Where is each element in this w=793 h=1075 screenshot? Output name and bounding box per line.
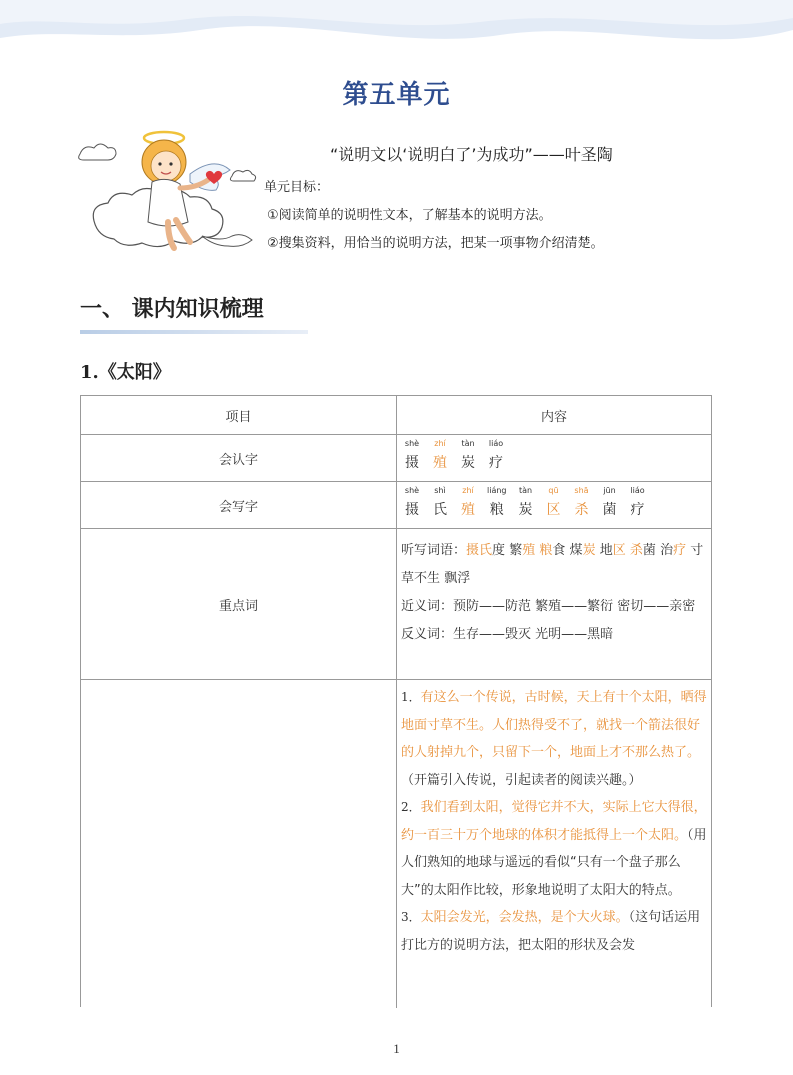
pinyin-text: shì bbox=[434, 486, 446, 495]
pinyin-char bbox=[601, 486, 619, 521]
unit-goal-item: ②搜集资料，用恰当的说明方法，把某一项事物介绍清楚。 bbox=[267, 236, 604, 251]
hanzi-text: 殖 bbox=[461, 502, 475, 518]
row-content bbox=[397, 435, 711, 481]
paragraph-original-text: 有这么一个传说，古时候，天上有十个太阳，晒得地面寸草不生。人们热得受不了，就找一个箭法很好的人射掉九个，只留下一个，地面上才不那么热了。 bbox=[401, 690, 707, 760]
table-column-divider bbox=[396, 396, 397, 1008]
hanzi-text: 炭 bbox=[518, 502, 533, 518]
hanzi-text: 殖 bbox=[433, 455, 447, 471]
pinyin-text: liáo bbox=[488, 439, 504, 448]
pinyin-char bbox=[517, 486, 535, 521]
pinyin-char bbox=[629, 486, 647, 521]
pinyin-char bbox=[545, 486, 563, 521]
dictation-word: 煤炭 bbox=[569, 543, 596, 558]
dictation-word: 寸草不生 bbox=[401, 543, 704, 586]
pinyin-char bbox=[487, 439, 505, 474]
pinyin-text: zhí bbox=[462, 486, 474, 495]
dictation-word: 繁殖 bbox=[509, 543, 536, 558]
paragraph-number: 2． bbox=[401, 800, 421, 814]
pinyin-char-list bbox=[403, 439, 515, 474]
dictation-label: 听写词语： bbox=[401, 543, 467, 558]
hanzi-text: 摄 bbox=[405, 455, 419, 471]
pinyin-text: jūn bbox=[603, 486, 616, 495]
header-wave-decoration bbox=[0, 0, 793, 60]
page-number: 1 bbox=[393, 1041, 400, 1056]
dictation-word: 摄氏度 bbox=[466, 543, 506, 558]
hanzi-text: 区 bbox=[546, 502, 561, 518]
pinyin-text: tàn bbox=[518, 486, 533, 495]
pinyin-char bbox=[573, 486, 591, 521]
pinyin-char bbox=[459, 439, 477, 474]
row-content bbox=[397, 482, 711, 528]
analysis-paragraph bbox=[401, 794, 709, 904]
pinyin-char bbox=[403, 439, 421, 474]
paragraph-original-text: 我们看到太阳，觉得它并不大，实际上它大得很，约一百三十万个地球的体积才能抵得上一个太阳。 bbox=[401, 800, 707, 843]
paragraph-note: （这句话运用打比方的说明方法，把太阳的形状及会发 bbox=[401, 910, 701, 953]
paragraph-original-text: 太阳会发光，会发热，是个大火球。 bbox=[420, 910, 629, 925]
section-heading: 一、 课内知识梳理 bbox=[80, 297, 264, 322]
synonyms-text: 近义词：预防——防范 繁殖——繁衍 密切——亲密 bbox=[401, 599, 696, 614]
hanzi-text: 炭 bbox=[461, 455, 475, 471]
row-label bbox=[81, 680, 396, 1008]
pinyin-text: tàn bbox=[461, 439, 475, 448]
pinyin-text: qū bbox=[548, 486, 559, 495]
pinyin-char bbox=[487, 486, 507, 521]
antonyms-text: 反义词：生存——毁灭 光明——黑暗 bbox=[401, 627, 614, 642]
hanzi-text: 疗 bbox=[630, 502, 645, 518]
dictation-word: 治疗 bbox=[660, 543, 687, 558]
row-content bbox=[397, 680, 711, 1008]
analysis-paragraph bbox=[401, 904, 709, 959]
pinyin-text: liáng bbox=[487, 486, 507, 495]
paragraph-number: 3． bbox=[401, 910, 421, 924]
header-item-cell: 项目 bbox=[225, 409, 252, 425]
paragraph-note: （用人们熟知的地球与遥远的看似“只有一个盘子那么大”的太阳作比较，形象地说明了太阳大的特点。 bbox=[401, 827, 707, 898]
row-label: 重点词 bbox=[218, 598, 258, 614]
lesson-heading: 1.《太阳》 bbox=[80, 362, 171, 383]
cherub-illustration bbox=[72, 126, 262, 266]
pinyin-char bbox=[403, 486, 421, 521]
row-content bbox=[397, 529, 711, 679]
pinyin-text: shè bbox=[404, 439, 420, 448]
pinyin-text: shā bbox=[574, 486, 589, 495]
pinyin-char bbox=[431, 486, 449, 521]
pinyin-char-list bbox=[403, 486, 657, 521]
quote-text: “说明文以‘说明白了’为成功”——叶圣陶 bbox=[330, 145, 613, 164]
hanzi-text: 摄 bbox=[405, 502, 419, 518]
key-words-text bbox=[401, 537, 707, 649]
dictation-word: 粮食 bbox=[539, 543, 566, 558]
pinyin-char bbox=[431, 439, 449, 474]
hanzi-text: 粮 bbox=[489, 502, 504, 518]
section-underline bbox=[80, 330, 308, 334]
hanzi-text: 氏 bbox=[433, 502, 447, 518]
pinyin-char bbox=[459, 486, 477, 521]
dictation-word: 地区 bbox=[599, 543, 626, 558]
row-label: 会写字 bbox=[218, 499, 258, 515]
pinyin-text: liáo bbox=[630, 486, 645, 495]
header-content-cell: 内容 bbox=[540, 409, 567, 425]
hanzi-text: 菌 bbox=[602, 502, 617, 518]
dictation-word: 杀菌 bbox=[629, 543, 656, 558]
analysis-paragraph bbox=[401, 684, 709, 794]
unit-goal-item: ①阅读简单的说明性文本，了解基本的说明方法。 bbox=[267, 208, 552, 223]
paragraph-number: 1． bbox=[401, 690, 421, 704]
pinyin-text: shè bbox=[404, 486, 420, 495]
hanzi-text: 杀 bbox=[574, 502, 589, 518]
paragraph-note: （开篇引入传说，引起读者的阅读兴趣。） bbox=[401, 772, 642, 788]
unit-title: 第五单元 bbox=[342, 80, 451, 110]
pinyin-text: zhí bbox=[434, 439, 446, 448]
row-label: 会认字 bbox=[218, 452, 258, 468]
unit-goals-label: 单元目标： bbox=[264, 180, 330, 195]
knowledge-table bbox=[80, 395, 712, 1007]
dictation-word: 飘浮 bbox=[444, 571, 471, 586]
hanzi-text: 疗 bbox=[489, 455, 503, 471]
text-analysis-paragraphs bbox=[401, 684, 709, 959]
